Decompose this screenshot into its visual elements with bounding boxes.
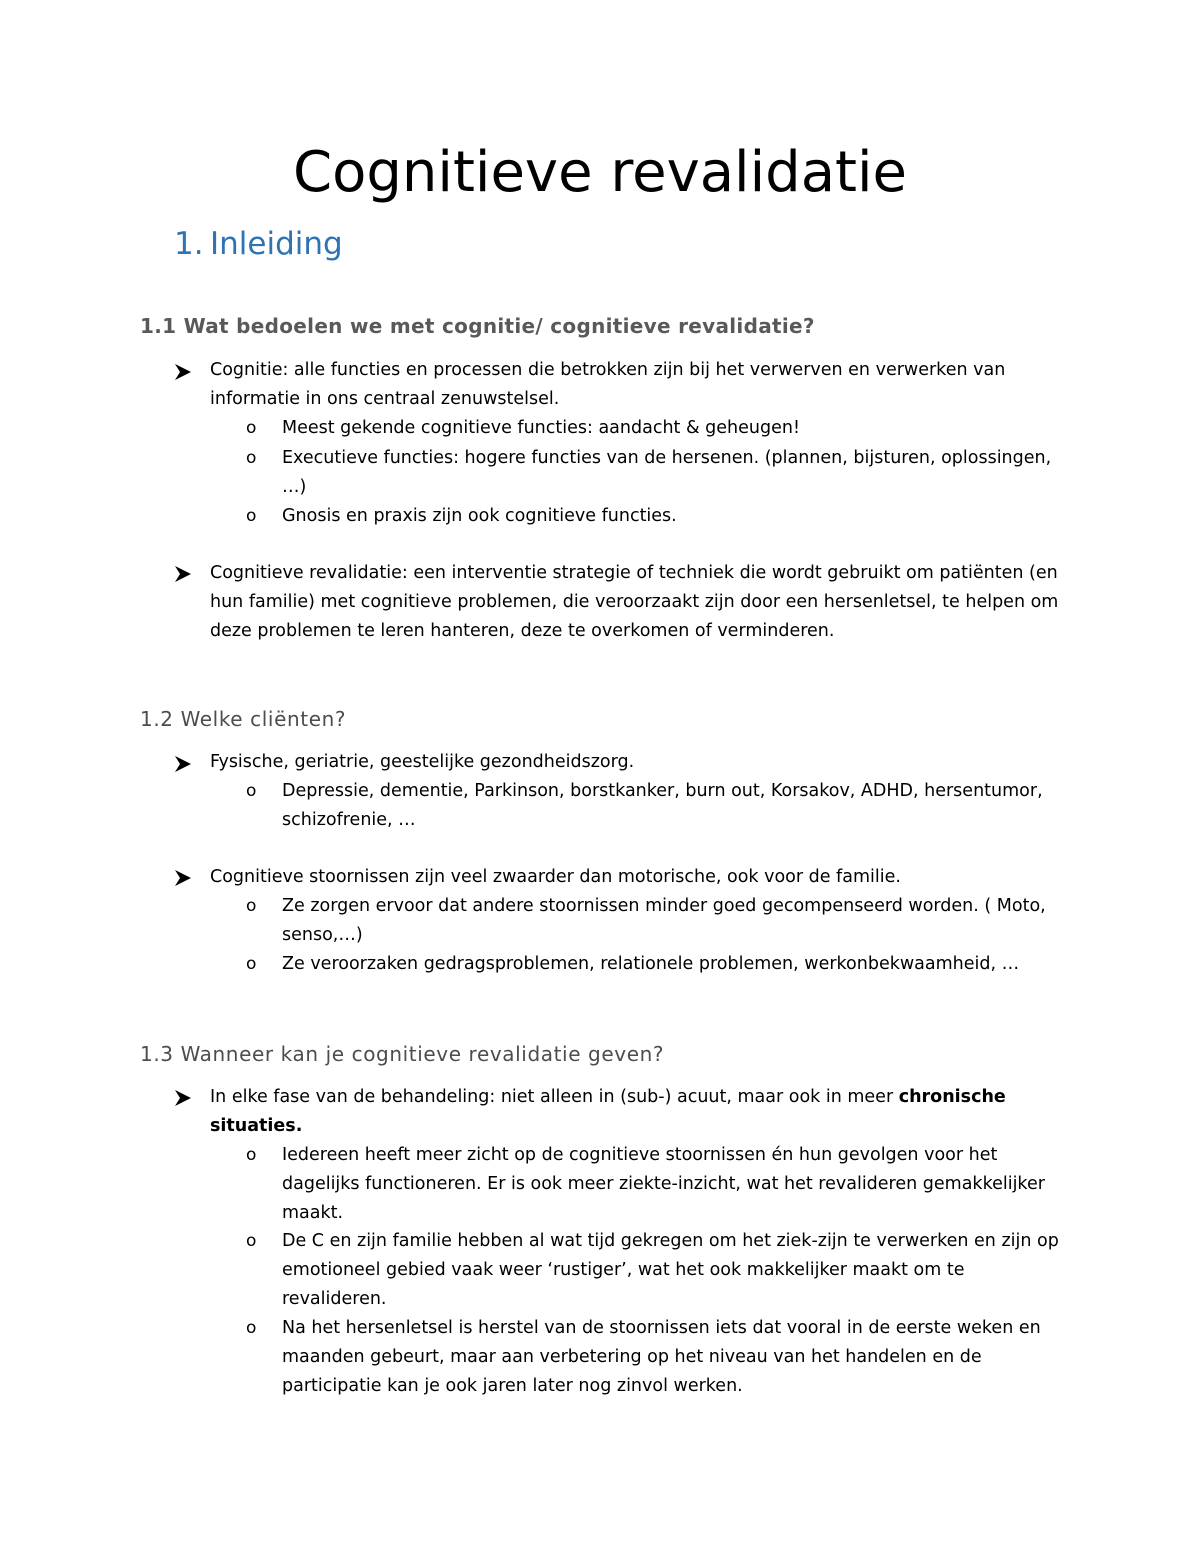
sub-bullet-icon: o	[246, 1231, 257, 1251]
arrow-bullet-icon	[172, 1087, 194, 1109]
sub-bullet-line: De C en zijn familie hebben al wat tijd gekregen om het ziek-zijn te verwerken en zijn op	[282, 1231, 1059, 1251]
bullet-bold-text: chronische	[898, 1087, 1006, 1107]
sub-bullet-icon: o	[246, 506, 257, 526]
bullet-line: Cognitieve stoornissen zijn veel zwaarder dan motorische, ook voor de familie.	[210, 867, 901, 887]
sub-bullet-line: Ze zorgen ervoor dat andere stoornissen minder goed gecompenseerd worden. ( Moto,	[282, 896, 1046, 916]
sub-bullet-line: Iedereen heeft meer zicht op de cognitieve stoornissen én hun gevolgen voor het	[282, 1145, 998, 1165]
bullet-line: Cognitieve revalidatie: een interventie strategie of techniek die wordt gebruikt om patiënten (en	[210, 563, 1058, 583]
sub-bullet-line: senso,…)	[282, 925, 363, 945]
sub-bullet-icon: o	[246, 448, 257, 468]
sub-bullet-icon: o	[246, 418, 257, 438]
arrow-bullet-icon	[172, 361, 194, 383]
sub-bullet-icon: o	[246, 1318, 257, 1338]
sub-bullet-line: schizofrenie, …	[282, 810, 416, 830]
bullet-line	[210, 1083, 1006, 1112]
bullet-line: Cognitie: alle functies en processen die betrokken zijn bij het verwerven en verwerken van	[210, 360, 1006, 380]
sub-bullet-icon: o	[246, 896, 257, 916]
sub-bullet-line: Ze veroorzaken gedragsproblemen, relationele problemen, werkonbekwaamheid, …	[282, 954, 1020, 974]
heading-number: 1.	[174, 226, 204, 262]
sub-bullet-line: Gnosis en praxis zijn ook cognitieve functies.	[282, 506, 677, 526]
sub-bullet-line: Executieve functies: hogere functies van de hersenen. (plannen, bijsturen, oplossingen,	[282, 448, 1052, 468]
sub-bullet-line: revalideren.	[282, 1289, 387, 1309]
sub-bullet-line: emotioneel gebied vaak weer ‘rustiger’, wat het ook makkelijker maakt om te	[282, 1260, 965, 1280]
bullet-bold-text: situaties.	[210, 1116, 303, 1136]
sub-bullet-line: maakt.	[282, 1203, 344, 1223]
sub-bullet-line: dagelijks functioneren. Er is ook meer ziekte-inzicht, wat het revalideren gemakkelijker	[282, 1174, 1045, 1194]
bullet-line: hun familie) met cognitieve problemen, die veroorzaakt zijn door een hersenletsel, te helpen om	[210, 592, 1059, 612]
sub-bullet-icon: o	[246, 954, 257, 974]
arrow-bullet-icon	[172, 563, 194, 585]
sub-bullet-line: maanden gebeurt, maar aan verbetering op het niveau van het handelen en de	[282, 1347, 982, 1367]
bullet-text: In elke fase van de behandeling: niet alleen in (sub-) acuut, maar ook in meer	[210, 1087, 899, 1107]
arrow-bullet-icon	[172, 753, 194, 775]
sub-bullet-line: Depressie, dementie, Parkinson, borstkanker, burn out, Korsakov, ADHD, hersentumor,	[282, 781, 1043, 801]
sub-bullet-line: …)	[282, 477, 307, 497]
sub-bullet-line: Na het hersenletsel is herstel van de stoornissen iets dat vooral in de eerste weken en	[282, 1318, 1041, 1338]
section-heading-1-3: 1.3 Wanneer kan je cognitieve revalidatie geven?	[140, 1042, 665, 1066]
heading-text: Inleiding	[210, 226, 343, 262]
document-title: Cognitieve revalidatie	[293, 140, 907, 205]
sub-bullet-icon: o	[246, 1145, 257, 1165]
bullet-line: Fysische, geriatrie, geestelijke gezondheidszorg.	[210, 752, 635, 772]
bullet-line: deze problemen te leren hanteren, deze te overkomen of verminderen.	[210, 621, 835, 641]
sub-bullet-line: Meest gekende cognitieve functies: aandacht & geheugen!	[282, 418, 800, 438]
bullet-line	[210, 1112, 302, 1141]
sub-bullet-line: participatie kan je ook jaren later nog zinvol werken.	[282, 1376, 743, 1396]
bullet-line: informatie in ons centraal zenuwstelsel.	[210, 389, 560, 409]
arrow-bullet-icon	[172, 867, 194, 889]
heading-inleiding	[174, 224, 343, 264]
section-heading-1-1: 1.1 Wat bedoelen we met cognitie/ cognitieve revalidatie?	[140, 314, 815, 338]
sub-bullet-icon: o	[246, 781, 257, 801]
section-heading-1-2: 1.2 Welke cliënten?	[140, 707, 347, 731]
